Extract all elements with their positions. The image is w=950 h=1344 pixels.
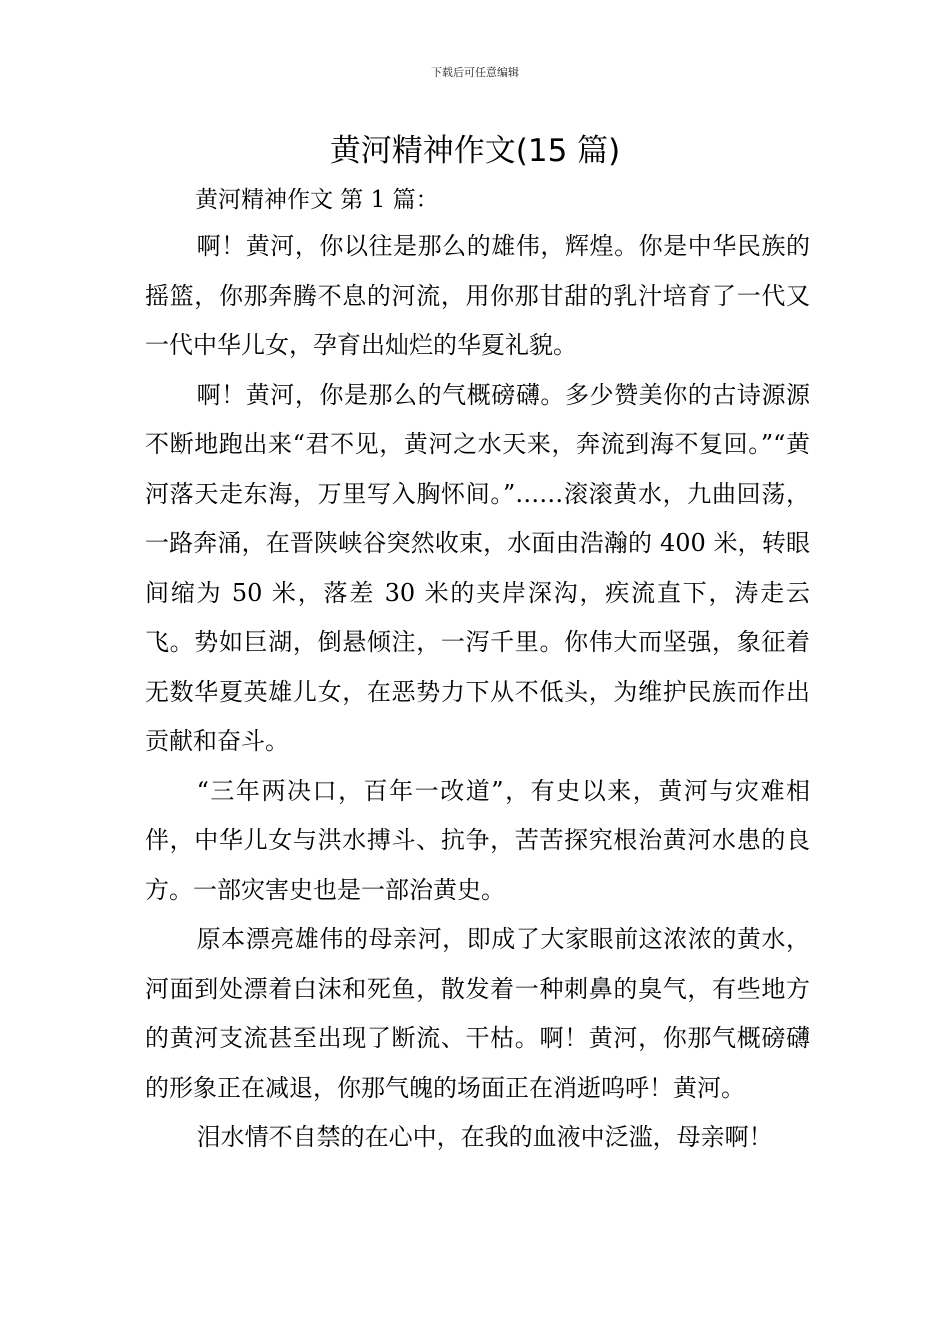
header-note: 下载后可任意编辑 [431, 66, 519, 79]
paragraph: 啊！黄河，你以往是那么的雄伟，辉煌。你是中华民族的摇篮，你那奔腾不息的河流，用你那甘甜的乳汁培育了一代又一代中华儿女，孕育出灿烂的华夏礼貌。 [145, 232, 810, 359]
paragraph: 原本漂亮雄伟的母亲河，即成了大家眼前这浓浓的黄水，河面到处漂着白沫和死鱼，散发着一种刺鼻的臭气，有些地方的黄河支流甚至出现了断流、干枯。啊！黄河，你那气概磅礴的形象正在减退，你那气魄的场面正在消逝呜呼！黄河。 [145, 925, 810, 1102]
article-body [145, 222, 810, 1163]
section-heading: 黄河精神作文 第 1 篇： [195, 187, 439, 213]
paragraph: 泪水情不自禁的在心中，在我的血液中泛滥，母亲啊！ [196, 1123, 773, 1151]
paragraph: “三年两决口，百年一改道”，有史以来，黄河与灾难相伴，中华儿女与洪水搏斗、抗争，苦苦探究根治黄河水患的良方。一部灾害史也是一部治黄史。 [145, 776, 810, 904]
document-title: 黄河精神作文(15 篇) [329, 133, 621, 169]
paragraph: 啊！黄河，你是那么的气概磅礴。多少赞美你的古诗源源不断地跑出来“君不见，黄河之水天来，奔流到海不复回。”“黄河落天走东海，万里写入胸怀间。”……滚滚黄水，九曲回荡，一路奔涌，在晋陕峡谷突然收束，水面由浩瀚的 400 米，转眼间缩为 50 米，落差 30 米的夹岸深沟，疾流直下，涛走云飞。势如巨湖，倒悬倾注，一泻千里。你伟大而坚强，象征着无数华夏英雄儿女，在恶势力下从不低头，为维护民族而作出贡献和奋斗。 [145, 380, 810, 755]
